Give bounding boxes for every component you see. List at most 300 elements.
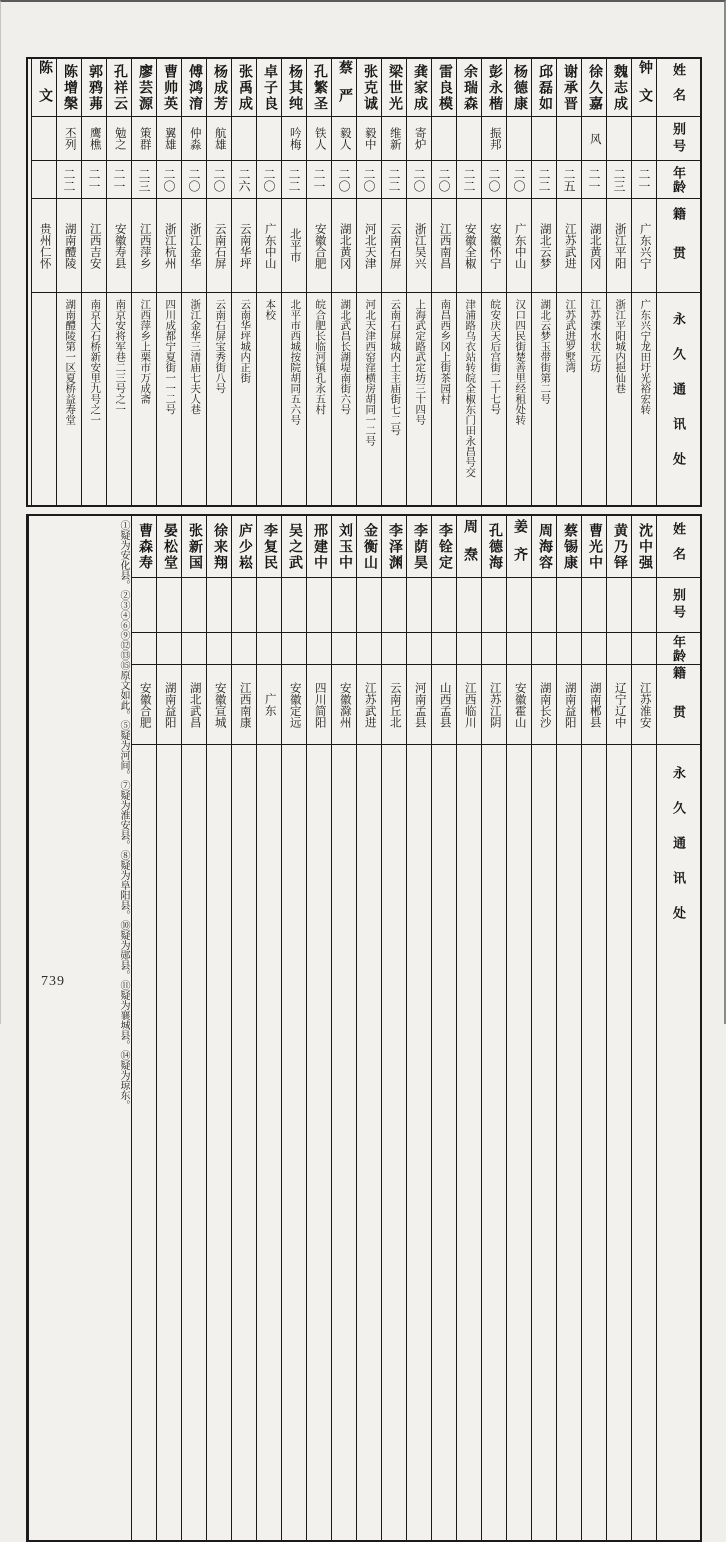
address-cell	[407, 745, 431, 961]
name-cell: 黄乃铎	[607, 516, 631, 578]
address-cell: 南昌西乡冈上街茶园村	[432, 293, 456, 505]
person-column	[606, 59, 631, 505]
person-column	[381, 516, 406, 1540]
header-native: 籍贯	[657, 199, 700, 293]
name-cell: 周海容	[532, 516, 556, 578]
address-cell	[632, 745, 656, 961]
name-cell: 郭鸦茀	[82, 59, 106, 117]
alias-cell	[257, 117, 281, 161]
age-cell	[607, 633, 631, 665]
native-cell: 湖北武昌	[182, 665, 206, 745]
address-cell: 江西萍乡上栗市万成斋	[132, 293, 156, 505]
age-cell: 二二	[57, 161, 81, 199]
age-cell	[332, 633, 356, 665]
person-column	[331, 516, 356, 1540]
age-cell: 二〇	[407, 161, 431, 199]
native-cell: 安徽霍山	[507, 665, 531, 745]
native-cell: 云南华坪	[232, 199, 256, 293]
age-cell: 二二	[282, 161, 306, 199]
person-column	[431, 516, 456, 1540]
address-cell	[382, 745, 406, 961]
name-cell: 雷良模	[432, 59, 456, 117]
native-cell: 河南孟县	[407, 665, 431, 745]
alias-cell	[432, 578, 456, 633]
address-cell	[257, 745, 281, 961]
name-cell: 蔡锡康	[557, 516, 581, 578]
native-cell: 广东	[257, 665, 281, 745]
age-cell	[407, 633, 431, 665]
person-column	[206, 59, 231, 505]
alias-cell	[307, 578, 331, 633]
person-column	[531, 516, 556, 1540]
age-cell: 二三	[607, 161, 631, 199]
name-cell: 杨成芳	[207, 59, 231, 117]
name-cell: 陈文	[32, 59, 56, 117]
native-cell: 云南丘北	[382, 665, 406, 745]
age-cell	[457, 633, 481, 665]
name-cell: 张克诚	[357, 59, 381, 117]
person-column	[456, 59, 481, 505]
name-cell: 杨其纯	[282, 59, 306, 117]
header-age: 年龄	[657, 633, 700, 665]
alias-cell	[232, 578, 256, 633]
address-cell: 江苏武进罗墅湾	[557, 293, 581, 505]
person-column	[231, 59, 256, 505]
age-cell: 二〇	[182, 161, 206, 199]
person-column	[31, 59, 56, 505]
person-column	[131, 516, 156, 1540]
native-cell: 安徽滁州	[332, 665, 356, 745]
alias-cell: 策群	[132, 117, 156, 161]
alias-cell	[407, 578, 431, 633]
address-cell	[582, 745, 606, 961]
name-cell: 龚家成	[407, 59, 431, 117]
age-cell: 二一	[582, 161, 606, 199]
age-cell	[232, 633, 256, 665]
address-cell: 湖北云梦玉带街第二号	[532, 293, 556, 505]
address-cell	[132, 745, 156, 961]
footnote-line: ⑧疑为阜阳县。	[118, 850, 130, 920]
name-cell: 周焘	[457, 516, 481, 578]
age-cell: 二〇	[157, 161, 181, 199]
name-cell: 李复民	[257, 516, 281, 578]
native-cell: 湖南长沙	[532, 665, 556, 745]
alias-cell: 鹰樵	[82, 117, 106, 161]
address-cell: 湖南醴陵第一区夏桥益寿堂	[57, 293, 81, 505]
address-cell: 广东兴宁龙田圩光裕宏转	[632, 293, 656, 505]
name-cell: 邢建中	[307, 516, 331, 578]
address-cell	[557, 745, 581, 961]
native-cell: 江西吉安	[82, 199, 106, 293]
name-cell: 徐来翔	[207, 516, 231, 578]
page-number: 739	[41, 974, 65, 990]
person-column	[181, 59, 206, 505]
age-cell	[382, 633, 406, 665]
footnote-line: ⑪疑为襄城县。	[118, 980, 130, 1050]
alias-cell	[532, 578, 556, 633]
name-cell: 曹森寿	[132, 516, 156, 578]
native-cell: 安徽宣城	[207, 665, 231, 745]
age-cell: 二二	[382, 161, 406, 199]
alias-cell	[607, 578, 631, 633]
native-cell: 四川简阳	[307, 665, 331, 745]
name-cell: 蔡严	[332, 59, 356, 117]
address-cell	[607, 745, 631, 961]
address-cell: 四川成都宁夏街一一二号	[157, 293, 181, 505]
age-cell	[157, 633, 181, 665]
address-cell	[307, 745, 331, 961]
header-column	[656, 516, 700, 1540]
alias-cell	[32, 117, 56, 161]
address-cell: 南京安将军巷二三号之一	[107, 293, 131, 505]
age-cell	[557, 633, 581, 665]
address-cell: 云南石屏宝秀街八号	[207, 293, 231, 505]
alias-cell	[532, 117, 556, 161]
age-cell	[307, 633, 331, 665]
alias-cell	[382, 578, 406, 633]
header-native: 籍贯	[657, 665, 700, 745]
address-cell: 上海武定路武定坊三十四号	[407, 293, 431, 505]
alias-cell	[257, 578, 281, 633]
age-cell: 二六	[232, 161, 256, 199]
person-column	[181, 516, 206, 1540]
alias-cell: 毅中	[357, 117, 381, 161]
age-cell: 二五	[557, 161, 581, 199]
header-age: 年龄	[657, 161, 700, 199]
alias-cell	[232, 117, 256, 161]
alias-cell	[282, 578, 306, 633]
person-column	[156, 59, 181, 505]
person-column	[581, 59, 606, 505]
native-cell: 浙江金华	[182, 199, 206, 293]
name-cell: 孔德海	[482, 516, 506, 578]
age-cell	[282, 633, 306, 665]
age-cell: 二〇	[357, 161, 381, 199]
native-cell: 广东中山	[507, 199, 531, 293]
person-column	[481, 516, 506, 1540]
age-cell: 二〇	[432, 161, 456, 199]
alias-cell	[607, 117, 631, 161]
name-cell: 吴之武	[282, 516, 306, 578]
age-cell	[257, 633, 281, 665]
native-cell: 安徽全椒	[457, 199, 481, 293]
native-cell: 湖南醴陵	[57, 199, 81, 293]
person-column	[606, 516, 631, 1540]
name-cell: 李铨定	[432, 516, 456, 578]
person-column	[506, 59, 531, 505]
native-cell: 浙江平阳	[607, 199, 631, 293]
name-cell: 梁世光	[382, 59, 406, 117]
age-cell	[532, 633, 556, 665]
name-cell: 魏志成	[607, 59, 631, 117]
name-cell: 邱磊如	[532, 59, 556, 117]
person-column	[581, 516, 606, 1540]
address-cell: 北平市西城按院胡同五六号	[282, 293, 306, 505]
footnote-line: ⑦疑为淮安县。	[118, 780, 130, 850]
address-cell	[232, 745, 256, 961]
address-cell	[432, 745, 456, 961]
native-cell: 云南石屏	[382, 199, 406, 293]
address-cell	[157, 745, 181, 961]
header-address: 永久通讯处	[657, 293, 700, 505]
age-cell: 二一	[632, 161, 656, 199]
person-column	[356, 516, 381, 1540]
address-cell: 皖安庆天后宫街二十七号	[482, 293, 506, 505]
alias-cell	[557, 578, 581, 633]
person-column	[631, 516, 656, 1540]
footnote-line: ⑤疑为河间。	[118, 720, 130, 780]
alias-cell: 毅人	[332, 117, 356, 161]
age-cell: 二〇	[507, 161, 531, 199]
age-cell: 二〇	[332, 161, 356, 199]
person-column	[256, 516, 281, 1540]
alias-cell: 铁人	[307, 117, 331, 161]
native-cell: 安徽寿县	[107, 199, 131, 293]
header-column	[656, 59, 700, 505]
address-cell: 南京大石桥新安里九号之一	[82, 293, 106, 505]
native-cell: 安徽合肥	[307, 199, 331, 293]
header-alias: 别号	[657, 578, 700, 633]
person-column	[406, 59, 431, 505]
alias-cell	[357, 578, 381, 633]
name-cell: 刘玉中	[332, 516, 356, 578]
address-cell: 津浦路乌衣站转皖全椒东门田永昌号交	[457, 293, 481, 505]
alias-cell: 振邦	[482, 117, 506, 161]
address-cell	[32, 293, 56, 505]
address-cell: 云南华坪城内正街	[232, 293, 256, 505]
native-cell: 湖北黄冈	[582, 199, 606, 293]
name-cell: 钟文	[632, 59, 656, 117]
person-column	[81, 59, 106, 505]
address-cell: 云南石屏城内土主庙街七二号	[382, 293, 406, 505]
person-column	[281, 516, 306, 1540]
name-cell: 徐久嘉	[582, 59, 606, 117]
native-cell: 贵州仁怀	[32, 199, 56, 293]
name-cell: 余瑞森	[457, 59, 481, 117]
age-cell: 二〇	[207, 161, 231, 199]
age-cell	[432, 633, 456, 665]
footnotes-cell	[29, 516, 131, 1540]
person-column	[281, 59, 306, 505]
address-cell	[507, 745, 531, 961]
name-cell: 傅鸿淯	[182, 59, 206, 117]
name-cell: 金衡山	[357, 516, 381, 578]
alias-cell	[132, 578, 156, 633]
native-cell: 辽宁辽中	[607, 665, 631, 745]
age-cell: 二一	[307, 161, 331, 199]
age-cell	[32, 161, 56, 199]
age-cell: 二二	[532, 161, 556, 199]
age-cell	[357, 633, 381, 665]
header-name: 姓名	[657, 59, 700, 117]
header-alias: 别号	[657, 117, 700, 161]
native-cell: 广东中山	[257, 199, 281, 293]
name-cell: 陈增槃	[57, 59, 81, 117]
alias-cell	[432, 117, 456, 161]
registry-table-bottom	[26, 514, 702, 1542]
alias-cell: 翼雄	[157, 117, 181, 161]
address-cell	[207, 745, 231, 961]
age-cell: 二二	[457, 161, 481, 199]
age-cell: 二〇	[482, 161, 506, 199]
alias-cell	[157, 578, 181, 633]
person-column	[331, 59, 356, 505]
native-cell: 浙江杭州	[157, 199, 181, 293]
person-column	[256, 59, 281, 505]
native-cell: 河北天津	[357, 199, 381, 293]
alias-cell	[507, 117, 531, 161]
age-cell: 二三	[132, 161, 156, 199]
native-cell: 北平市	[282, 199, 306, 293]
native-cell: 江西临川	[457, 665, 481, 745]
person-column	[231, 516, 256, 1540]
age-cell	[182, 633, 206, 665]
person-column	[481, 59, 506, 505]
native-cell: 安徽怀宁	[482, 199, 506, 293]
alias-cell	[632, 578, 656, 633]
name-cell: 沈中强	[632, 516, 656, 578]
name-cell: 张禹成	[232, 59, 256, 117]
name-cell: 晏松堂	[157, 516, 181, 578]
native-cell: 江西南康	[232, 665, 256, 745]
address-cell	[182, 745, 206, 961]
footnote-line: ②③④⑥⑨⑫⑬⑮原文如此。	[118, 590, 130, 720]
person-column	[531, 59, 556, 505]
address-cell	[532, 745, 556, 961]
age-cell	[507, 633, 531, 665]
alias-cell: 丕列	[57, 117, 81, 161]
name-cell: 杨德康	[507, 59, 531, 117]
footnote-line: ⑭疑为琼东。	[118, 1050, 130, 1110]
name-cell: 李荫昊	[407, 516, 431, 578]
alias-cell: 风	[582, 117, 606, 161]
native-cell: 江苏武进	[557, 199, 581, 293]
person-column	[406, 516, 431, 1540]
native-cell: 湖北黄冈	[332, 199, 356, 293]
alias-cell: 寄炉	[407, 117, 431, 161]
native-cell: 云南石屏	[207, 199, 231, 293]
native-cell: 广东兴宁	[632, 199, 656, 293]
address-cell	[282, 745, 306, 961]
address-cell: 本校	[257, 293, 281, 505]
alias-cell	[182, 578, 206, 633]
footnotes-column	[28, 516, 131, 1540]
name-cell: 李泽渊	[382, 516, 406, 578]
name-cell: 曹光中	[582, 516, 606, 578]
address-cell	[332, 745, 356, 961]
age-cell	[207, 633, 231, 665]
age-cell: 二一	[107, 161, 131, 199]
age-cell: 二一	[82, 161, 106, 199]
name-cell: 庐少崧	[232, 516, 256, 578]
alias-cell	[507, 578, 531, 633]
name-cell: 曹帅英	[157, 59, 181, 117]
address-cell	[357, 745, 381, 961]
person-column	[431, 59, 456, 505]
person-column	[456, 516, 481, 1540]
alias-cell	[332, 578, 356, 633]
alias-cell	[557, 117, 581, 161]
address-cell: 江苏溧水状元坊	[582, 293, 606, 505]
address-cell: 浙江金华三清庙七夫人巷	[182, 293, 206, 505]
name-cell: 彭永楷	[482, 59, 506, 117]
person-column	[556, 516, 581, 1540]
registry-table-top	[26, 57, 702, 507]
person-column	[206, 516, 231, 1540]
native-cell: 安徽合肥	[132, 665, 156, 745]
person-column	[306, 516, 331, 1540]
address-cell: 浙江平阳城内挹仙巷	[607, 293, 631, 505]
alias-cell	[632, 117, 656, 161]
alias-cell	[457, 578, 481, 633]
age-cell: 二〇	[257, 161, 281, 199]
name-cell: 姜齐	[507, 516, 531, 578]
alias-cell: 仲淼	[182, 117, 206, 161]
native-cell: 湖南益阳	[157, 665, 181, 745]
alias-cell: 勉之	[107, 117, 131, 161]
address-cell	[457, 745, 481, 961]
name-cell: 廖芸源	[132, 59, 156, 117]
native-cell: 山西孟县	[432, 665, 456, 745]
native-cell: 湖北云梦	[532, 199, 556, 293]
person-column	[56, 59, 81, 505]
age-cell	[132, 633, 156, 665]
native-cell: 浙江吴兴	[407, 199, 431, 293]
person-column	[631, 59, 656, 505]
person-column	[106, 59, 131, 505]
alias-cell	[582, 578, 606, 633]
name-cell: 孔繁圣	[307, 59, 331, 117]
alias-cell	[207, 578, 231, 633]
alias-cell: 吟梅	[282, 117, 306, 161]
address-cell	[482, 745, 506, 961]
alias-cell: 航雄	[207, 117, 231, 161]
person-column	[156, 516, 181, 1540]
address-cell: 河北天津西窑窪横房胡同一二号	[357, 293, 381, 505]
native-cell: 江苏江阴	[482, 665, 506, 745]
native-cell: 江西萍乡	[132, 199, 156, 293]
native-cell: 湖南益阳	[557, 665, 581, 745]
native-cell: 江苏淮安	[632, 665, 656, 745]
age-cell	[482, 633, 506, 665]
header-address: 永久通讯处	[657, 745, 700, 961]
footnote-line: ①疑为安化县。	[118, 520, 130, 590]
native-cell: 江西南昌	[432, 199, 456, 293]
alias-cell	[457, 117, 481, 161]
person-column	[131, 59, 156, 505]
name-cell: 孔祥云	[107, 59, 131, 117]
person-column	[506, 516, 531, 1540]
person-column	[306, 59, 331, 505]
header-name: 姓名	[657, 516, 700, 578]
name-cell: 谢承晋	[557, 59, 581, 117]
native-cell: 安徽定远	[282, 665, 306, 745]
address-cell: 湖北武昌长湖堤南街六号	[332, 293, 356, 505]
name-cell: 卓子良	[257, 59, 281, 117]
address-cell: 汉口四民街楚善里经租处转	[507, 293, 531, 505]
age-cell	[632, 633, 656, 665]
person-column	[381, 59, 406, 505]
footnote-line: ⑩疑为郧县。	[118, 920, 130, 980]
alias-cell	[482, 578, 506, 633]
person-column	[356, 59, 381, 505]
native-cell: 湖南郴县	[582, 665, 606, 745]
alias-cell: 维新	[382, 117, 406, 161]
person-column	[556, 59, 581, 505]
native-cell: 江苏武进	[357, 665, 381, 745]
age-cell	[582, 633, 606, 665]
address-cell: 皖合肥长临河镇孔永五村	[307, 293, 331, 505]
